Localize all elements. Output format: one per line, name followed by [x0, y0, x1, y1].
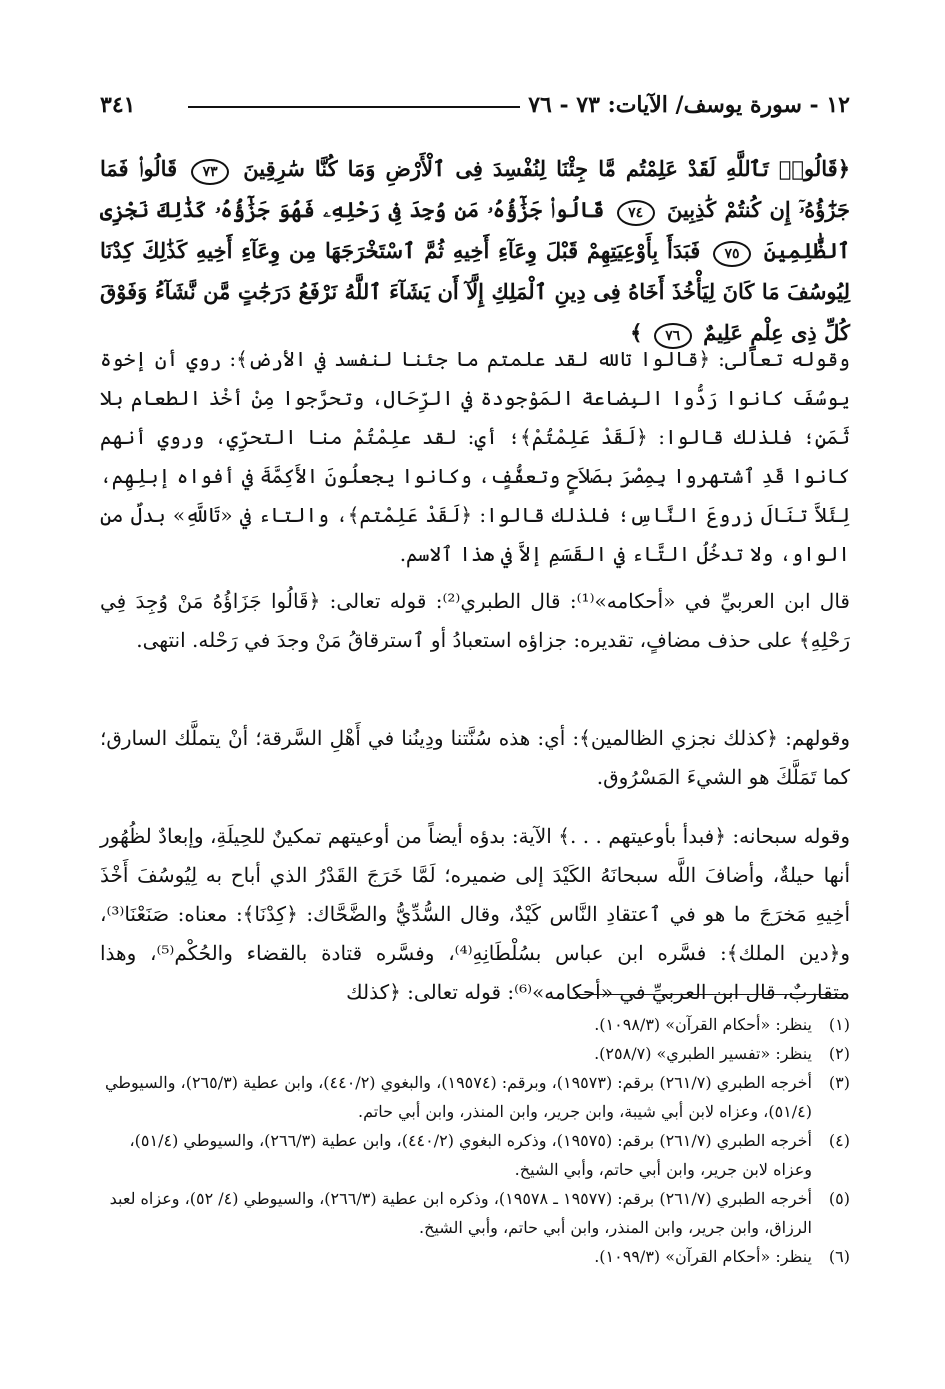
commentary-paragraph: وقوله سبحانه: ﴿فبدأ بأوعيتهم . . .﴾ الآية: بدؤه أيضاً من أوعيتهم تمكينٌ للحِيلَةِ، وإبعادٌ لظُهُور أنها حيلةٌ، وأضافَ اللَّه سبحانَهُ الكَيْدَ إلى ضميره؛ لَمَّا خَرَجَ القَدْرُ الذي أباح به لِيُوسُفَ أَخْذَ أخِيهِ مَخرَجَ ما هو في ٱعتقادِ النَّاس كَيْدٌ، وقال السُّدِّيُّ والضَّحَّاك: ﴿كِدْنَا﴾: معناه: صَنَعْنَا⁽³⁾، و﴿دين الملك﴾: فسَّره ابن عباس بسُلْطَانِهِ⁽⁴⁾، وفسَّره قتادة بالقضاء والحُكْم⁽⁵⁾، وهذا متقاربٌ، قال ابن العربيِّ في «أحكامه»⁽⁶⁾: قوله تعالى: ﴿كذلك [100, 824, 850, 1004]
quran-verses [100, 148, 850, 353]
ayah-number-marker: ٧٤ [617, 200, 655, 226]
footnote [100, 1184, 850, 1242]
chapter-title: ١٢ - سورة يوسف/ الآيات: ٧٣ - ٧٦ [528, 92, 850, 118]
footnote [100, 1126, 850, 1184]
footnote-number: (٦) [828, 1247, 850, 1266]
ayah-number-marker: ٧٣ [191, 159, 229, 185]
verse-text: ﴿قَالُوا۟ تَٱللَّهِ لَقَدْ عَلِمْتُم مَّا جِئْنَا لِنُفْسِدَ فِى ٱلْأَرْضِ وَمَا كُنَّا سَٰرِقِينَ [243, 156, 851, 181]
footnote [100, 1010, 850, 1039]
footnote-text: أخرجه الطبري (٢٦١/٧) برقم: (١٩٥٧٥)، وذكره البغوي (٤٤٠/٢)، وابن عطية (٢٦٦/٣)، والسيوطي (٥١/٤)، وعزاه لابن جرير، وابن أبي حاتم، وأبي الشيخ. [129, 1131, 812, 1179]
footnote-number: (٤) [828, 1131, 850, 1150]
ayah-number-marker: ٧٥ [713, 241, 751, 267]
page-header [100, 92, 850, 132]
commentary-paragraph: وقوله تعالى: ﴿قالوا تالله لقد علمتم ما جئنا لنفسد في الأرض﴾: روي أن إخوة يوسُفَ كانوا رَدُّوا البِضاعة المَوْجودة في الرِّحَال، وتحرَّجوا مِنْ أخْذ الطعام بلا ثَمَنٍ؛ فلذلك قالوا: ﴿لَقَدْ عَلِمْتُمْ﴾؛ أي: لقد علِمْتُمْ منا التحرِّي، وروي أنهم كانوا قَدِ ٱشتهروا بِمِصْرَ بصَلاَحٍ وتعفُّفٍ، وكانوا يجعلُونَ الأَكِمَّةَ في أفواه إبلِهِم، لِئَلاَّ تنَالَ زروعَ النَّاسِ؛ فلذلك قالوا: ﴿لَقَدْ عَلِمْتم﴾، والتاء في «تَاللَّهِ» بدلٌ من الواو، ولا تدخُلُ التَّاء في القَسَمِ إلاَّ في هذا ٱلاسم. [100, 347, 850, 566]
verse-text: قَالُوا۟ جَزَٰٓؤُهُۥ مَن وُجِدَ فِى رَحْلِهِۦ فَهُوَ جَزَٰٓؤُهُۥ كَذَٰلِكَ نَجْزِى ٱلظَّٰلِمِينَ [100, 197, 851, 263]
verse-text: فَبَدَأَ بِأَوْعِيَتِهِمْ قَبْلَ وِعَآءِ أَخِيهِ ثُمَّ ٱسْتَخْرَجَهَا مِن وِعَآءِ أَخِيهِ كَذَٰلِكَ كِدْنَا لِيُوسُفَ مَا كَانَ لِيَأْخُذَ أَخَاهُ فِى دِينِ ٱلْمَلِكِ إِلَّآ أَن يَشَآءَ ٱللَّهُ نَرْفَعُ دَرَجَٰتٍ مَّن نَّشَآءُ وَفَوْقَ كُلِّ ذِى عِلْمٍ عَلِيمٌ [100, 238, 850, 345]
header-rule [188, 106, 520, 108]
footnote-text: أخرجه الطبري (٢٦١/٧) برقم: (١٩٥٧٧ ـ ١٩٥٧٨)، وذكره ابن عطية (٢٦٦/٣)، والسيوطي (٤/ ٥٢)، وعزاه لعبد الرزاق، وابن جرير، وابن المنذر، وابن أبي حاتم، وأبي الشيخ. [109, 1189, 812, 1237]
verse-text: قَالُوا۟ فَمَا جَزَٰٓؤُهُۥٓ إِن كُنتُمْ كَٰذِبِينَ [100, 156, 850, 222]
footnote-number: (٥) [828, 1189, 850, 1208]
footnote-text: ينظر: «أحكام القرآن» (١٠٩٩/٣). [594, 1247, 812, 1266]
footnote-text: ينظر: «تفسير الطبري» (٢٥٨/٧). [594, 1044, 812, 1063]
footnote-number: (١) [828, 1015, 850, 1034]
ayah-number-marker: ٧٦ [654, 323, 692, 349]
commentary-paragraph: وقولهم: ﴿كذلك نجزي الظالمين﴾: أي: هذه سُنَّتنا ودِينُنا في أَهْلِ السَّرقة؛ أنْ يتملَّك السارق؛ كما تَمَلَّكَ هو الشيءَ المَسْرُوق. [100, 726, 850, 789]
footnote-number: (٢) [828, 1044, 850, 1063]
footnote-number: (٣) [828, 1073, 850, 1092]
footnote [100, 1039, 850, 1068]
footnote-text: ينظر: «أحكام القرآن» (١٠٩٨/٣). [594, 1015, 812, 1034]
footnote-text: أخرجه الطبري (٢٦١/٧) برقم: (١٩٥٧٣)، وبرقم: (١٩٥٧٤)، والبغوي (٤٤٠/٢)، وابن عطية (٢٦٥/٣)، والسيوطي (٥١/٤)، وعزاه لابن أبي شيبة، وابن جرير، وابن المنذر، وابن أبي حاتم. [104, 1073, 812, 1121]
page-number: ٣٤١ [100, 92, 136, 118]
verse-closing-bracket: ﴾ [630, 320, 643, 345]
commentary-paragraph: قال ابن العربيِّ في «أحكامه»⁽¹⁾: قال الطبري⁽²⁾: قوله تعالى: ﴿قَالُوا جَزَاؤُهُ مَنْ وُجِدَ فِي رَحْلِهِ﴾ على حذف مضافٍ، تقديره: جزاؤه استعبادُ أو ٱسترقاقُ مَنْ وجدَ في رَحْله. انتهى. [100, 589, 850, 652]
footnote [100, 1242, 850, 1271]
footnote-separator [575, 994, 845, 995]
footnotes [100, 1010, 850, 1271]
footnote [100, 1068, 850, 1126]
